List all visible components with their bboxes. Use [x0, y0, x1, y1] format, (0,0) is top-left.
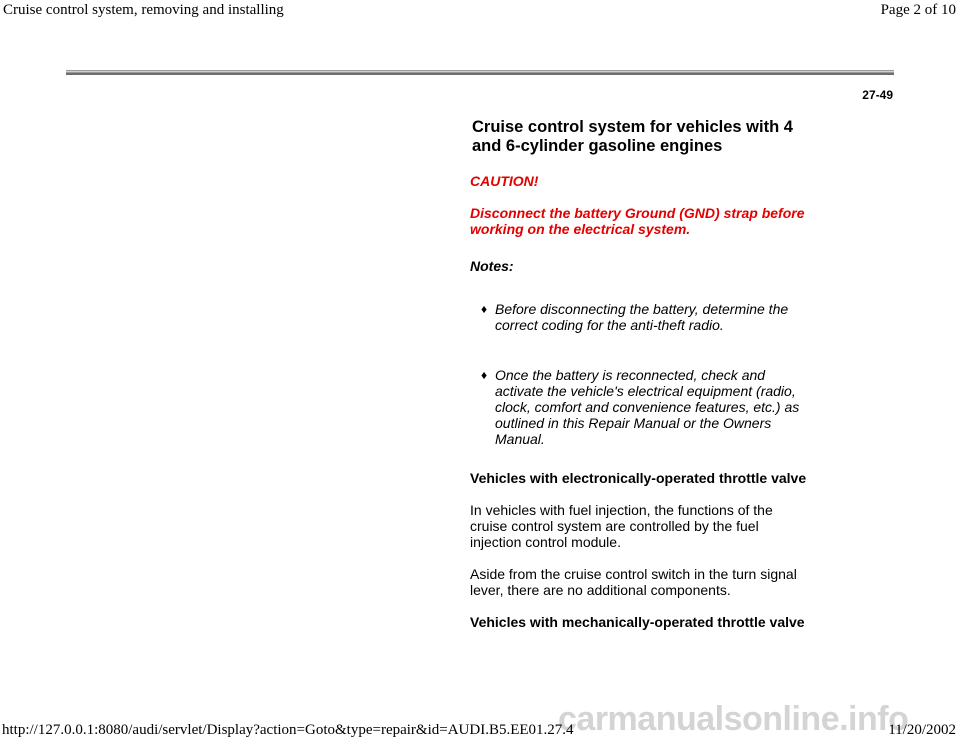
- note-item: [481, 301, 807, 333]
- page-indicator: Page 2 of 10: [880, 2, 956, 18]
- footer-url-link[interactable]: http://127.0.0.1:8080/audi/servlet/Display?action=Goto&type=repair&id=AUDI.B5.EE01.27.4: [2, 722, 574, 738]
- note-text: Once the battery is reconnected, check and activate the vehicle's electrical equipment (radio, clock, comfort and convenience features, etc.) as outlined in this Repair Manual or the Owners Manual.: [495, 367, 800, 447]
- subheading-electronic-throttle: Vehicles with electronically-operated throttle valve: [470, 470, 807, 486]
- paragraph-fuel-injection: In vehicles with fuel injection, the functions of the cruise control system are controlled by the fuel injection control module.: [470, 502, 773, 550]
- footer-date: 11/20/2002: [888, 722, 956, 738]
- diamond-bullet-icon: ♦: [481, 302, 488, 316]
- diamond-bullet-icon: ♦: [481, 368, 488, 382]
- document-title: Cruise control system, removing and installing: [3, 2, 284, 18]
- subheading-mechanical-throttle: Vehicles with mechanically-operated throttle valve: [470, 614, 805, 630]
- caution-label: CAUTION!: [470, 173, 539, 189]
- main-content: [455, 118, 807, 630]
- header-rule: [66, 70, 894, 75]
- notes-label: Notes:: [470, 258, 514, 274]
- paragraph-components: Aside from the cruise control switch in the turn signal lever, there are no additional components.: [470, 566, 797, 598]
- note-item: [481, 367, 807, 447]
- note-text: Before disconnecting the battery, determine the correct coding for the anti-theft radio.: [495, 301, 789, 333]
- caution-text: Disconnect the battery Ground (GND) strap before working on the electrical system.: [470, 205, 805, 237]
- watermark-logo: carmanualsonline.info: [558, 700, 909, 738]
- section-heading: Cruise control system for vehicles with 4 and 6-cylinder gasoline engines: [472, 118, 793, 155]
- manual-page-number: 27-49: [862, 88, 893, 102]
